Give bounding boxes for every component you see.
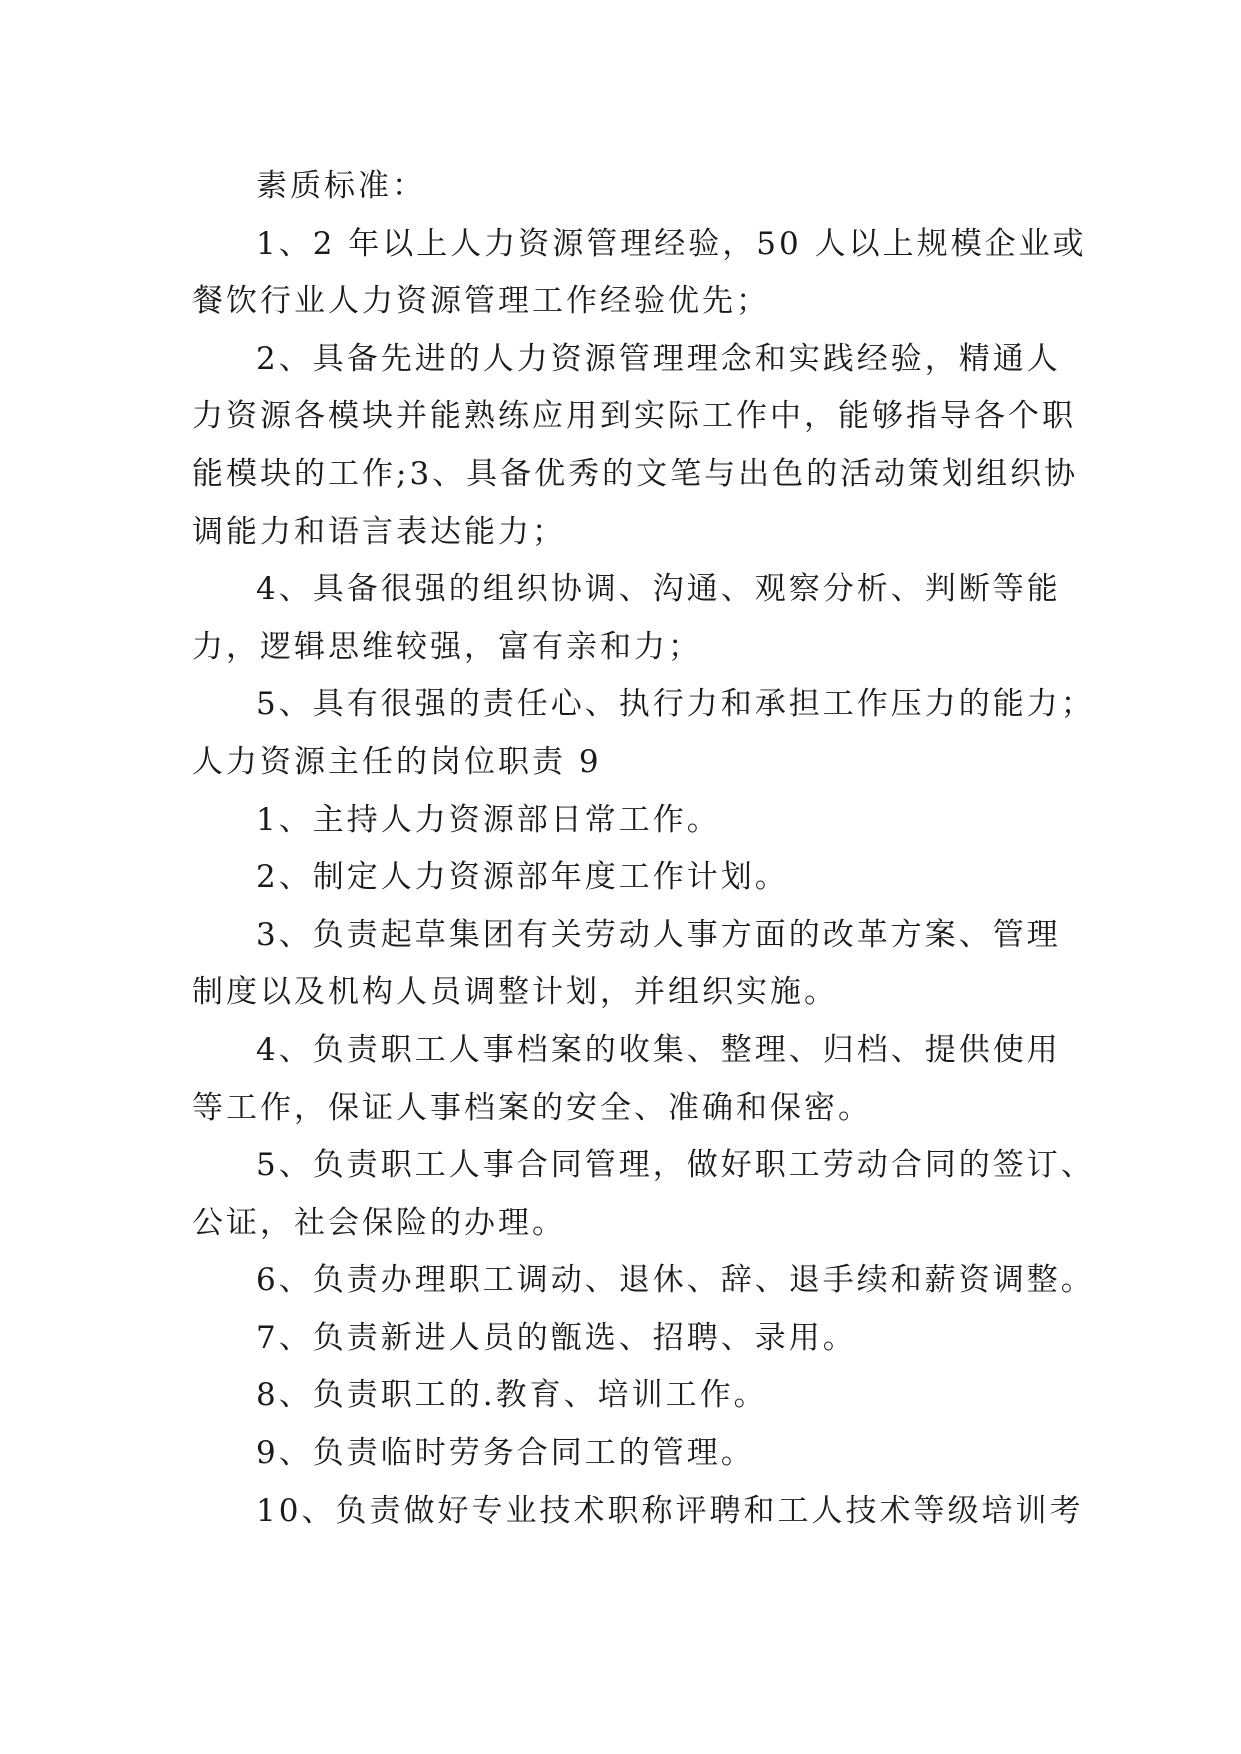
text-line: 6、负责办理职工调动、退休、辞、退手续和薪资调整。 — [256, 1262, 1095, 1299]
text-line: 调能力和语言表达能力； — [192, 513, 566, 550]
text-line: 素质标准： — [256, 168, 426, 204]
text-line: 2、具备先进的人力资源管理理念和实践经验，精通人 — [256, 340, 1061, 377]
text-line: 2、制定人力资源部年度工作计划。 — [256, 859, 789, 896]
text-line: 能模块的工作;3、具备优秀的文笔与出色的活动策划组织协 — [192, 455, 1079, 492]
text-line: 公证，社会保险的办理。 — [192, 1204, 566, 1241]
text-line: 力资源各模块并能熟练应用到实际工作中，能够指导各个职 — [192, 398, 1076, 435]
text-line: 9、负责临时劳务合同工的管理。 — [256, 1435, 755, 1472]
document-body — [192, 158, 1095, 1540]
text-line: 7、负责新进人员的甑选、招聘、录用。 — [256, 1319, 857, 1356]
text-line: 等工作，保证人事档案的安全、准确和保密。 — [192, 1089, 872, 1126]
text-line: 1、主持人力资源部日常工作。 — [256, 801, 721, 838]
text-line: 10、负责做好专业技术职称评聘和工人技术等级培训考 — [256, 1492, 1084, 1529]
text-line: 5、具有很强的责任心、执行力和承担工作压力的能力； — [256, 686, 1095, 723]
text-line: 5、负责职工人事合同管理，做好职工劳动合同的签订、 — [256, 1147, 1095, 1184]
text-line: 力，逻辑思维较强，富有亲和力； — [192, 628, 702, 665]
text-line: 制度以及机构人员调整计划，并组织实施。 — [192, 974, 838, 1011]
text-line: 1、2 年以上人力资源管理经验，50 人以上规模企业或 — [256, 225, 1087, 262]
text-line: 4、负责职工人事档案的收集、整理、归档、提供使用 — [256, 1031, 1061, 1068]
text-line: 4、具备很强的组织协调、沟通、观察分析、判断等能 — [256, 571, 1061, 608]
section-heading: 人力资源主任的岗位职责 9 — [192, 743, 602, 780]
text-line: 8、负责职工的.教育、培训工作。 — [256, 1377, 768, 1414]
text-line: 餐饮行业人力资源管理工作经验优先； — [192, 283, 770, 320]
text-line: 3、负责起草集团有关劳动人事方面的改革方案、管理 — [256, 916, 1061, 953]
